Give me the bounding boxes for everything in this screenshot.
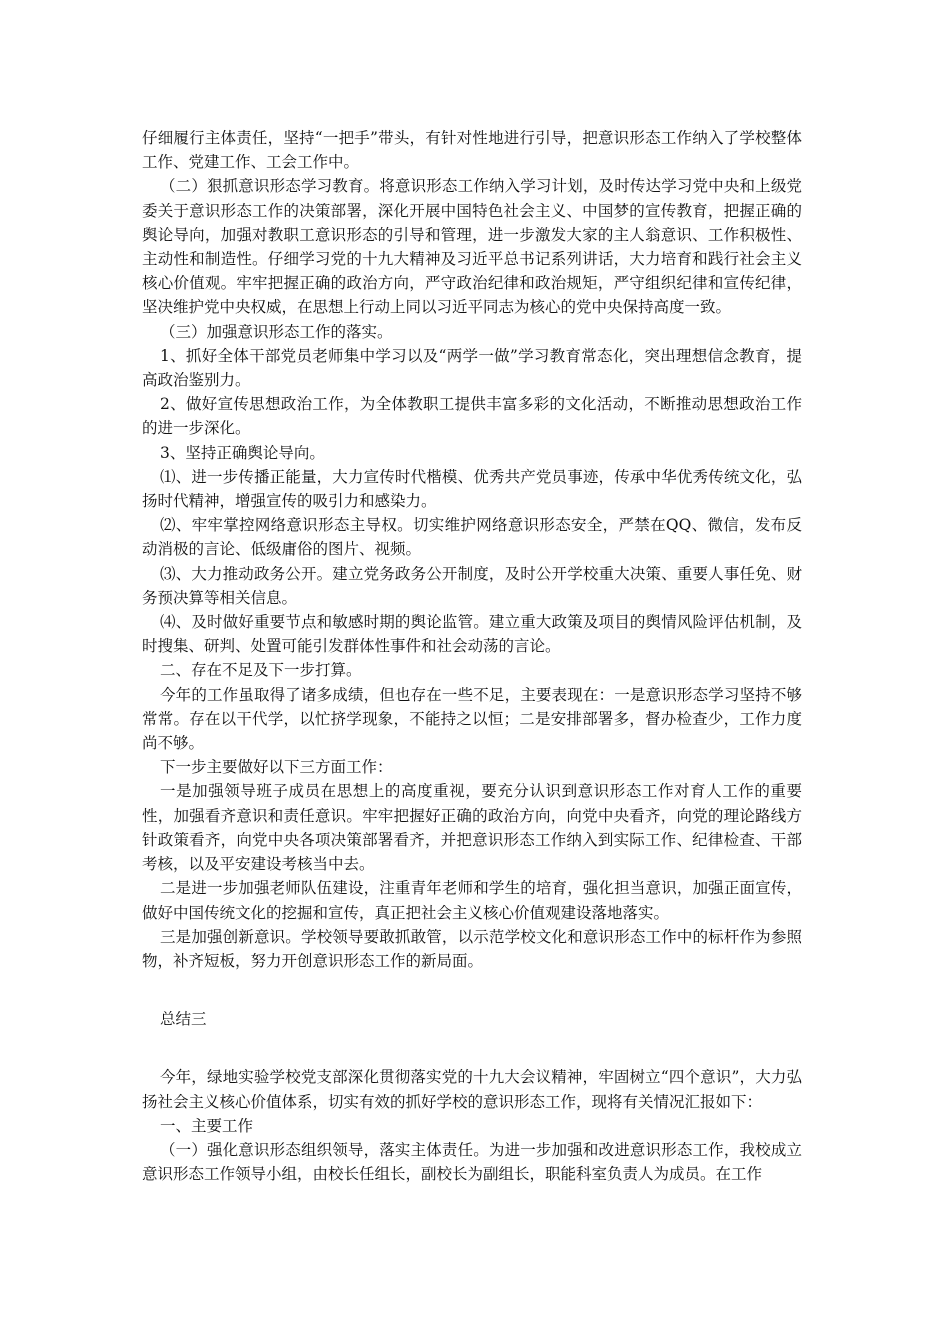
- paragraph: 一、主要工作: [160, 1116, 254, 1135]
- paragraph: 三是加强创新意识。学校领导要敢抓敢管，以示范学校文化和意识形态工作中的标杆作为参照物，补齐短板，努力开创意识形态工作的新局面。: [142, 927, 802, 970]
- paragraph: （三）加强意识形态工作的落实。: [160, 322, 393, 341]
- paragraph: ⑵、牢牢掌控网络意识形态主导权。切实维护网络意识形态安全，严禁在QQ、微信，发布反动消极的言论、低级庸俗的图片、视频。: [142, 516, 802, 559]
- paragraph: 二是进一步加强老师队伍建设，注重青年老师和学生的培育，强化担当意识，加强正面宣传，做好中国传统文化的挖掘和宣传，真正把社会主义核心价值观建设落地落实。: [142, 879, 802, 922]
- spacer: [142, 973, 802, 1007]
- section-heading: 总结三: [160, 1010, 207, 1029]
- paragraph: 1、抓好全体干部党员老师集中学习以及“两学一做”学习教育常态化，突出理想信念教育，提高政治鉴别力。: [142, 346, 802, 390]
- document-body-part1: [142, 126, 802, 973]
- paragraph: 今年的工作虽取得了诸多成绩，但也存在一些不足，主要表现在：一是意识形态学习坚持不够常常。存在以干代学，以忙挤学现象，不能持之以恒；二是安排部署多，督办检查少，工作力度尚不够。: [142, 685, 802, 753]
- paragraph: 3、坚持正确舆论导向。: [160, 443, 325, 462]
- paragraph: 下一步主要做好以下三方面工作：: [160, 758, 393, 777]
- paragraph: 一是加强领导班子成员在思想上的高度重视，要充分认识到意识形态工作对育人工作的重要性，加强看齐意识和责任意识。牢牢把握好正确的政治方向，向党中央看齐，向党的理论路线方针政策看齐，向党中央各项决策部署看齐，并把意识形态工作纳入到实际工作、纪律检查、干部考核，以及平安建设考核当中去。: [142, 782, 802, 874]
- paragraph: 2、做好宣传思想政治工作，为全体教职工提供丰富多彩的文化活动，不断推动思想政治工作的进一步深化。: [142, 395, 802, 438]
- paragraph: ⑷、及时做好重要节点和敏感时期的舆论监管。建立重大政策及项目的舆情风险评估机制，及时搜集、研判、处置可能引发群体性事件和社会动荡的言论。: [142, 613, 802, 656]
- paragraph: 今年，绿地实验学校党支部深化贯彻落实党的十九大会议精神，牢固树立“四个意识”，大力弘扬社会主义核心价值体系，切实有效的抓好学校的意识形态工作，现将有关情况汇报如下：: [142, 1068, 802, 1111]
- paragraph: （一）强化意识形态组织领导，落实主体责任。为进一步加强和改进意识形态工作，我校成立意识形态工作领导小组，由校长任组长，副校长为副组长，职能科室负责人为成员。在工作: [142, 1140, 802, 1184]
- paragraph: 二、存在不足及下一步打算。: [160, 661, 362, 680]
- document-body-part2: [142, 1065, 802, 1186]
- paragraph: 仔细履行主体责任，坚持“一把手”带头，有针对性地进行引导，把意识形态工作纳入了学校整体工作、党建工作、工会工作中。: [142, 129, 802, 172]
- paragraph: ⑴、进一步传播正能量，大力宣传时代楷模、优秀共产党员事迹，传承中华优秀传统文化，弘扬时代精神，增强宣传的吸引力和感染力。: [142, 467, 802, 511]
- paragraph: ⑶、大力推动政务公开。建立党务政务公开制度，及时公开学校重大决策、重要人事任免、财务预决算等相关信息。: [142, 564, 802, 607]
- document-page: [142, 126, 802, 1186]
- spacer: [142, 1031, 802, 1065]
- paragraph: （二）狠抓意识形态学习教育。将意识形态工作纳入学习计划，及时传达学习党中央和上级党委关于意识形态工作的决策部署，深化开展中国特色社会主义、中国梦的宣传教育，把握正确的舆论导向，加强对教职工意识形态的引导和管理，进一步激发大家的主人翁意识、工作积极性、主动性和制造性。仔细学习党的十九大精神及习近平总书记系列讲话，大力培育和践行社会主义核心价值观。牢牢把握正确的政治方向，严守政治纪律和政治规矩，严守组织纪律和宣传纪律，坚决维护党中央权威，在思想上行动上同以习近平同志为核心的党中央保持高度一致。: [142, 177, 802, 317]
